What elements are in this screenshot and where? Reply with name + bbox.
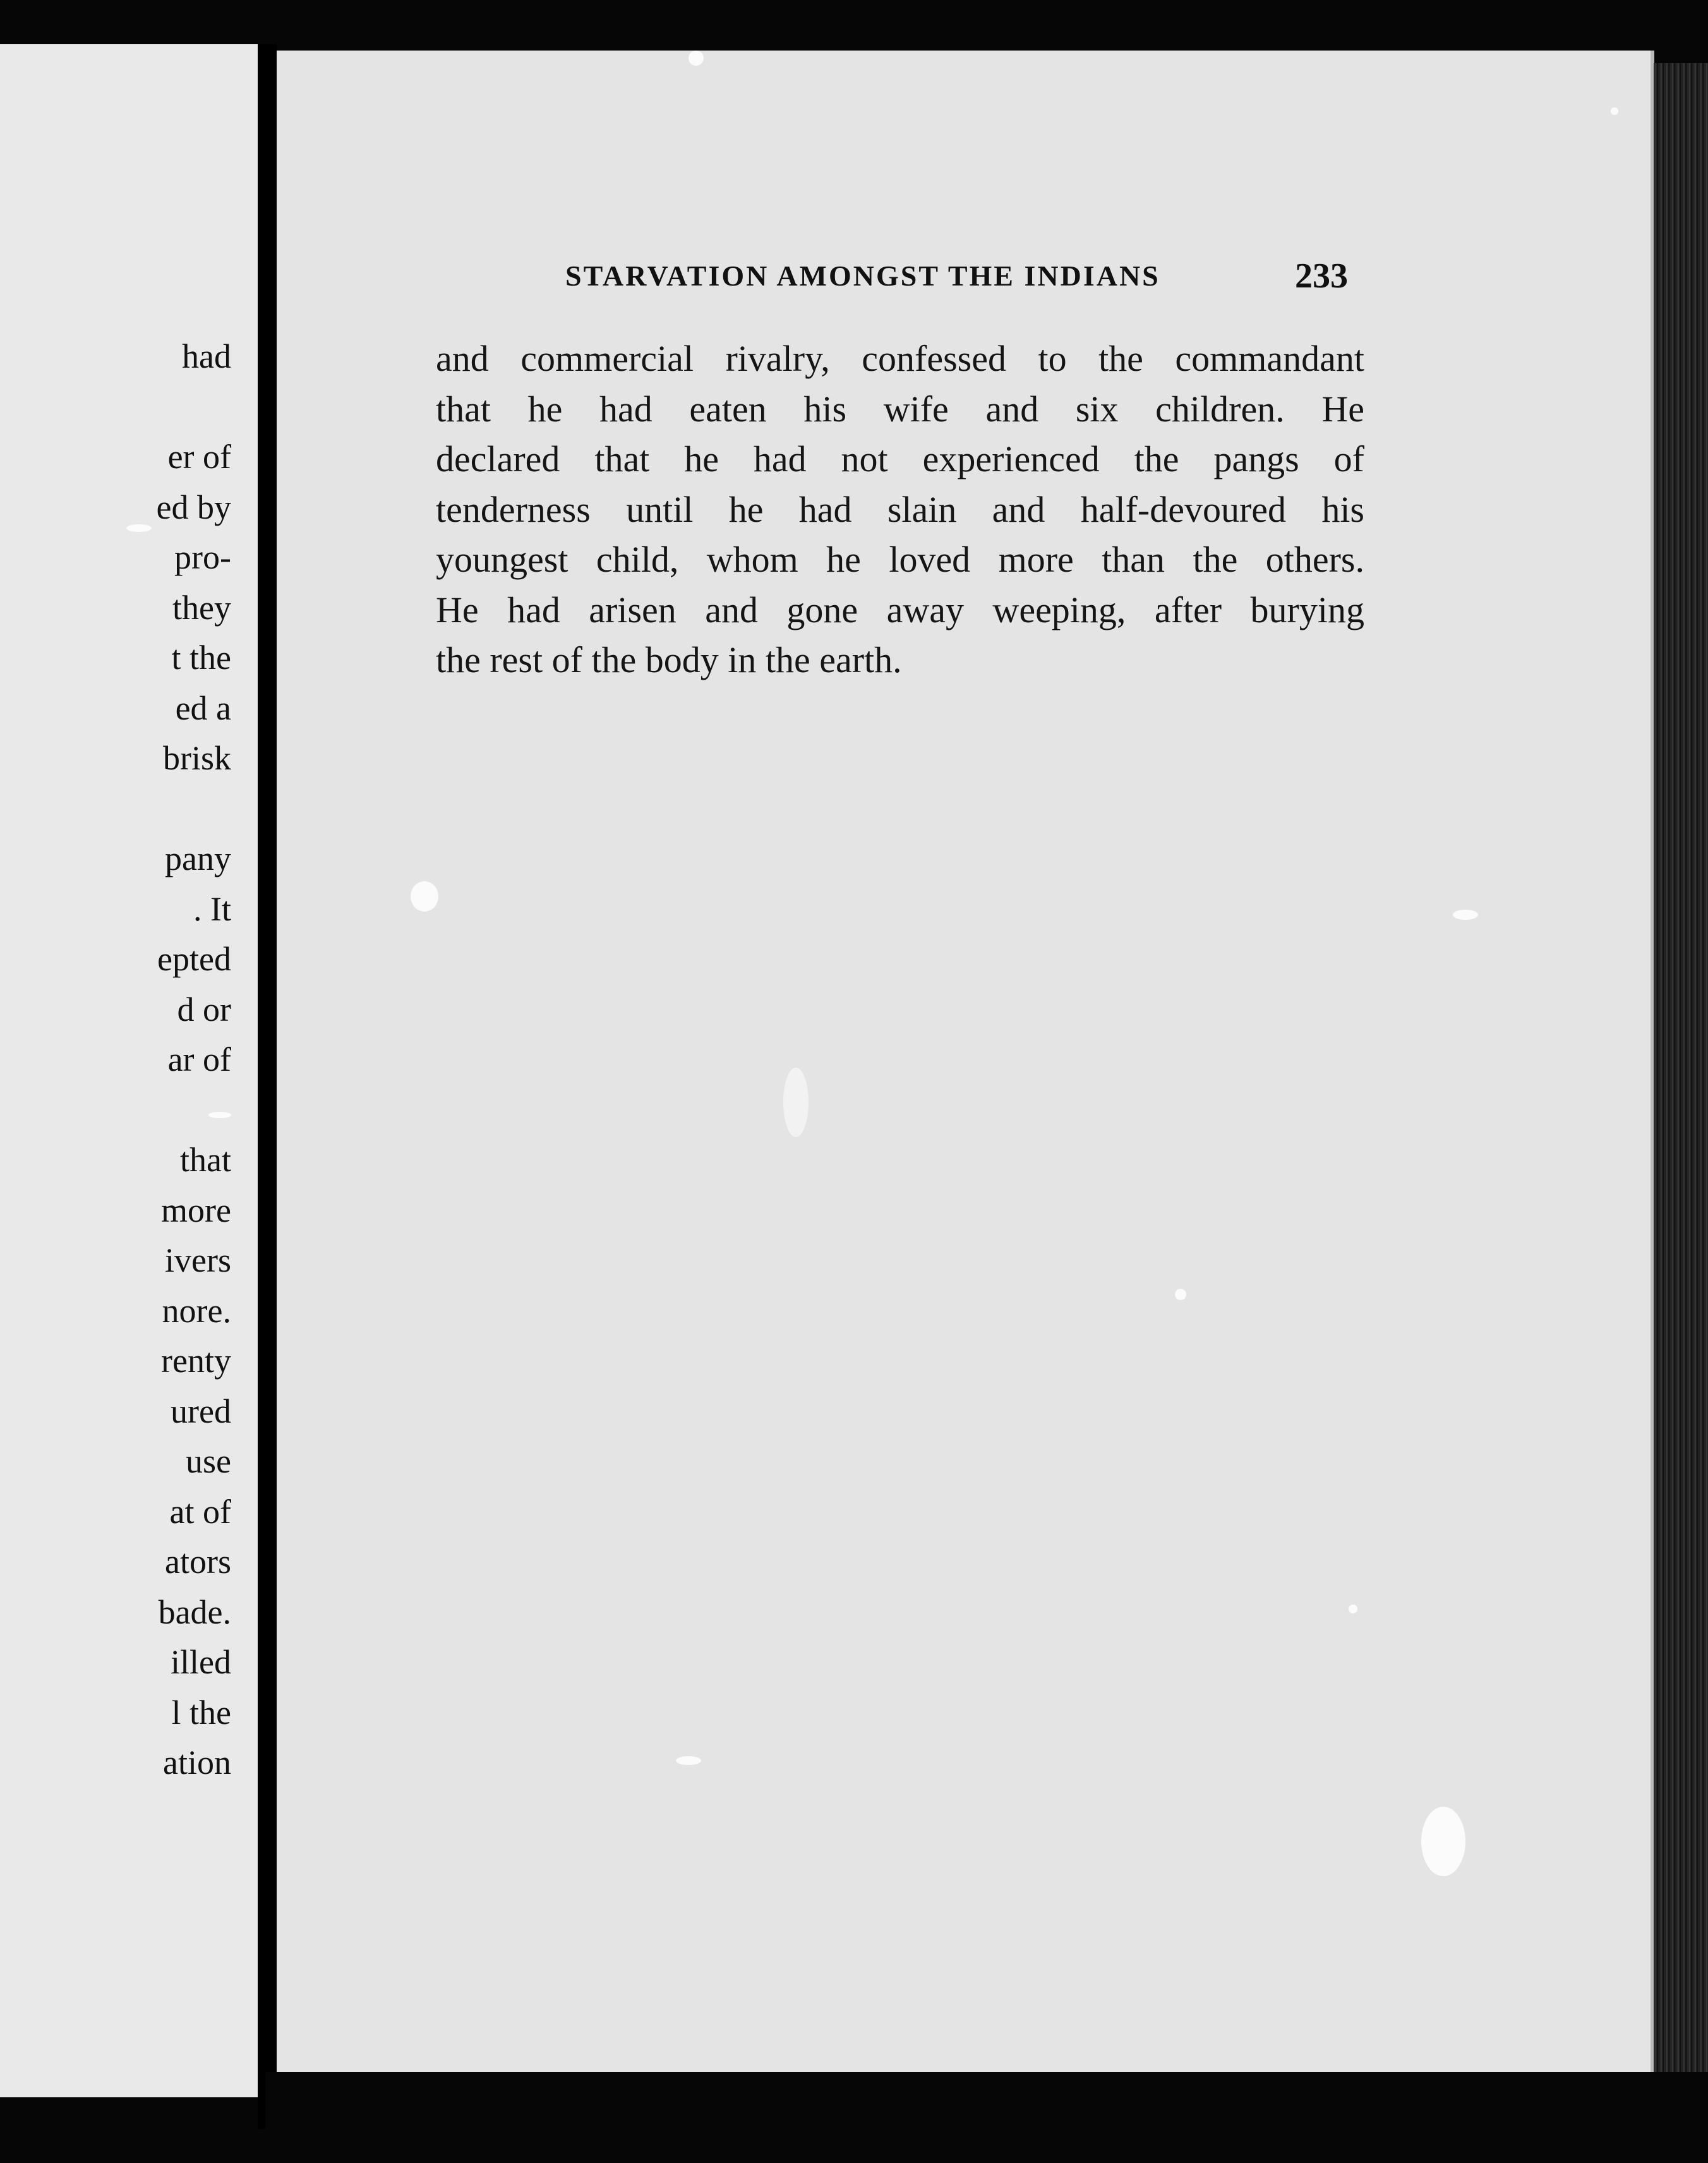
previous-page-line bbox=[0, 1085, 253, 1136]
dust-speck bbox=[126, 524, 152, 532]
text-line: youngest child, whom he loved more than the others. bbox=[436, 539, 1364, 580]
previous-page-line bbox=[0, 382, 253, 433]
text-line: and commercial rivalry, confessed to the commandant bbox=[436, 338, 1364, 379]
book-gutter bbox=[258, 44, 277, 2129]
dust-speck bbox=[208, 1112, 231, 1118]
text-line: the rest of the body in the earth. bbox=[436, 639, 902, 680]
scan-border bbox=[265, 2072, 1708, 2163]
previous-page-line: d or bbox=[177, 990, 231, 1028]
body-text bbox=[436, 334, 1364, 685]
previous-page-line: ivers bbox=[165, 1241, 231, 1279]
previous-page-line: at of bbox=[169, 1492, 231, 1531]
previous-page-line: ation bbox=[163, 1744, 231, 1781]
previous-page-line: ured bbox=[171, 1392, 231, 1430]
previous-page-line: ators bbox=[165, 1543, 231, 1581]
page-number: 233 bbox=[1295, 256, 1348, 296]
previous-page-line: use bbox=[186, 1442, 231, 1480]
running-head: STARVATION AMONGST THE INDIANS bbox=[565, 260, 1160, 292]
previous-page-line: illed bbox=[171, 1643, 231, 1681]
previous-page-line: ed by bbox=[156, 488, 231, 526]
dust-speck bbox=[411, 881, 438, 912]
text-line: declared that he had not experienced the pangs of bbox=[436, 438, 1364, 479]
dust-speck bbox=[1453, 910, 1478, 920]
previous-page-line: brisk bbox=[163, 739, 231, 777]
previous-page-line: more bbox=[161, 1191, 231, 1229]
previous-page-line: t the bbox=[171, 639, 231, 677]
previous-page-line: nore. bbox=[162, 1291, 231, 1330]
page-block-edges bbox=[1654, 63, 1708, 2123]
previous-page-line: ar of bbox=[167, 1040, 231, 1078]
text-line: tenderness until he had slain and half-devoured his bbox=[436, 488, 1364, 530]
previous-page-line: ed a bbox=[175, 689, 231, 727]
dust-speck bbox=[1611, 107, 1618, 115]
dust-speck bbox=[1421, 1807, 1465, 1876]
previous-page-line: . It bbox=[193, 889, 231, 928]
previous-page-edge bbox=[0, 44, 258, 2097]
text-line: that he had eaten his wife and six children. He bbox=[436, 388, 1364, 430]
previous-page-line: epted bbox=[157, 940, 231, 978]
previous-page-line: bade. bbox=[158, 1593, 231, 1631]
previous-page-line: that bbox=[180, 1141, 231, 1179]
previous-page-line: l the bbox=[171, 1693, 231, 1732]
previous-page-line: renty bbox=[161, 1342, 231, 1380]
dust-speck bbox=[689, 51, 704, 66]
dust-speck bbox=[676, 1756, 701, 1765]
previous-page-line: pro- bbox=[174, 538, 231, 576]
dust-speck bbox=[1175, 1289, 1186, 1300]
previous-page-line: had bbox=[182, 337, 231, 375]
dust-speck bbox=[783, 1068, 809, 1137]
dust-speck bbox=[1349, 1605, 1357, 1613]
previous-page-text bbox=[0, 332, 253, 1788]
previous-page-line: er of bbox=[167, 438, 231, 476]
previous-page-line: pany bbox=[165, 840, 231, 877]
previous-page-line bbox=[0, 784, 253, 834]
text-line: He had arisen and gone away weeping, after burying bbox=[436, 589, 1364, 630]
previous-page-line: they bbox=[172, 588, 231, 627]
